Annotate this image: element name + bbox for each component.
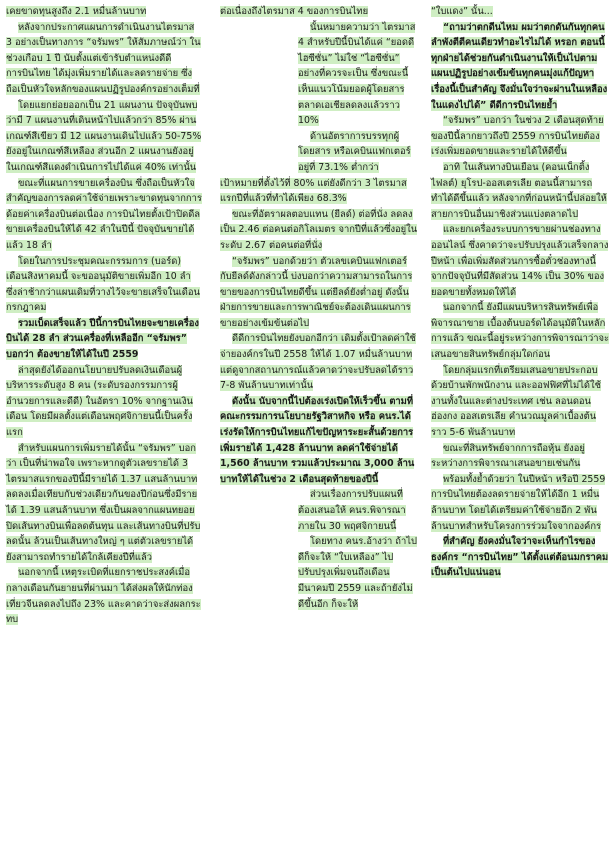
highlighted-text: หลังจากประกาศแผนการดำเนินงานไตรมาส 3 อย่างเป็นทางการ “จรัมพร” ให้สัมภาษณ์ว่า ในช่วงเกือบ 1 ปี นับตั้งแต่เข้ารับตำแหน่งดีดีการบินไทย ได้มุ่งเพิ่มรายได้และลดรายจ่าย ซึ่งถือเป็นหัวใจหลักของแผนปฏิรูปองค์กรอย่างเต็มที่ [6,21,201,95]
highlighted-text: นั้นหมายความว่า ไตรมาส 4 สำหรับปีนี้บินได้แค่ “ยอดดีไฮซีซั่น” ไม่ใช่ “ไฮซีซั่น” อย่างที่ควรจะเป็น ซึ่งขณะนี้เห็นแนวโน้มยอดผู้โดยสารตลาดเอเชียลดลงแล้วราว 10% [298,21,416,127]
highlighted-text: โดยกลุ่มแรกที่เตรียมเสนอขายประกอบด้วยบ้านพักพนักงาน และออฟฟิศที่ไม่ได้ใช้งานทั้งในและต่างประเทศ เช่น ลอนดอน ฮ่องกง ออสเตรเลีย คำนวณมูลค่าเบื้องต้นราว 5-6 พันล้านบาท [431,364,601,439]
paragraph [431,441,609,472]
highlighted-text: ดังนั้น นับจากนี้ไปต้องเร่งเปิดให้เร็วขึ้น ตามที่คณะกรรมการนโยบายรัฐวิสาหกิจ หรือ คนร.ได้เร่งรัดให้การบินไทยแก้ไขปัญหาระยะสั้นด้วยการเพิ่มรายได้ 1,428 ล้านบาท ลดค่าใช้จ่ายได้ 1,560 ล้านบาท รวมแล้วประมาณ 3,000 ล้านบาทให้ได้ในช่วง 2 เดือนสุดท้ายของปีนี้ [220,395,415,485]
highlighted-text: “จรัมพร” บอกด้วยว่า ตัวเลขเคบินแฟกเตอร์กับยีลด์ดังกล่าวนี้ บ่งบอกว่าความสามารถในการขายของการบินไทยดีขึ้น แต่ยีลด์ยังต่ำอยู่ ดังนั้นฝ่ายการขายและการพาณิชย์จะต้องเดินแผนการขายอย่างเข้มข้นต่อไป [220,255,413,329]
paragraph [6,20,202,98]
article-column-2 [220,4,418,612]
paragraph [6,565,202,627]
paragraph [431,113,609,160]
highlighted-text: “จรัมพร” บอกว่า ในช่วง 2 เดือนสุดท้ายของปีนี้ลากยาวถึงปี 2559 การบินไทยต้องเร่งเพิ่มยอดขายและรายได้ให้ดีขึ้น [431,115,604,158]
highlighted-text: ที่สำคัญ ยังคงมั่นใจว่าจะเห็นกำไรของธงค์กร “การบินไทย” ได้ตั้งแต่ต้อนมกราคมเป็นต้นไปแน่นอน [431,536,609,579]
highlighted-text: โดยแยกย่อยออกเป็น 21 แผนงาน ปัจจุบันพบว่ามี 7 แผนงานที่เดินหน้าไปแล้วกว่า 85% ผ่านเกณฑ์สีเขียว มี 12 แผนงานเดินไปแล้ว 50-75% ยังอยู่ในเกณฑ์สีเหลือง ส่วนอีก 2 แผนงานยังอยู่ในเกณฑ์สีแดงดำเนินการไปได้แค่ 40% เท่านั้น [6,99,202,173]
paragraph [298,20,418,129]
highlighted-text: เป้าหมายที่ตั้งไว้ที่ 80% แต่ยังดีกว่า 3 ไตรมาสแรกปีที่แล้วที่ทำได้เพียง 68.3% [220,177,407,205]
paragraph [298,534,418,612]
paragraph [431,300,609,362]
paragraph [6,176,202,254]
paragraph [298,129,418,176]
highlighted-text: เคยขาดทุนสูงถึง 2.1 หมื่นล้านบาท [6,6,147,17]
highlighted-text: ขณะที่สินทรัพย์จากการถือหุ้น ยังอยู่ระหว่างการพิจารณาเสนอขายเช่นกัน [431,442,585,470]
paragraph [431,472,609,534]
article-column-1 [6,4,202,628]
quote-paragraph [431,20,609,114]
paragraph [6,98,202,176]
article-column-3 [431,4,609,581]
highlighted-text: โดยในการประชุมคณะกรรมการ (บอร์ด) เดือนสิงหาคมนี้ จะขออนุมัติขายเพิ่มอีก 10 ลำ ซึ่งล่าช้ากว่าแผนเดิมที่วางไว้จะขายเสร็จในเดือนกรกฎาคม [6,255,200,314]
paragraph [220,4,418,20]
bold-paragraph [6,316,202,363]
paragraph [298,487,418,534]
paragraph [220,176,418,207]
bold-paragraph [431,534,609,581]
paragraph [431,4,609,20]
highlighted-text: โดยทาง คนร.อ้างว่า ถ้าไปดีก็จะให้ “ใบเหลือง” ไปปรับปรุงเพิ่มจนถึงเดือนมีนาคมปี 2559 และถ้ายังไม่ดีขึ้นอีก ก็จะให้ [298,536,417,610]
paragraph [220,331,418,393]
paragraph [6,363,202,441]
highlighted-text: และยกเครื่องระบบการขายผ่านช่องทางออนไลน์ ซึ่งคาดว่าจะปรับปรุงแล้วเสร็จกลางปีหน้า เพื่อเพิ่มสัดส่วนการซื้อตั๋วช่องทางนี้ จากปัจจุบันที่มีสัดส่วน 14% เป็น 30% ของยอดขายทั้งหมดให้ได้ [431,224,609,298]
highlighted-text: ขณะที่อัตราผลตอบแทน (ยีลด์) ต่อที่นั่ง ลดลงเป็น 2.46 ต่อคนต่อกิโลเมตร จากปีที่แล้วซึ่งอยู่ในระดับ 2.67 ต่อคนต่อที่นั่ง [220,208,418,251]
paragraph [220,207,418,254]
highlighted-text: ขณะที่แผนการขายเครื่องบิน ซึ่งถือเป็นหัวใจสำคัญของการลดค่าใช้จ่ายเพราะขาดทุนจากการด้อยค่าเครื่องบินต่อเนื่อง การบินไทยตั้งเป้าปิดดีลขายเครื่องบินให้ได้ 42 ลำในปีนี้ ปัจจุบันขายได้แล้ว 18 ลำ [6,177,202,251]
highlighted-text: “ถามว่าตกดีนไหม ผมว่าตกดันกันทุกคน ลำพังตีตีคนเดียวทำอะไรไม่ได้ หรอก ตอนนี้ทุกฝ่ายได้ช่วยกันดำเนินงานให้เป็นไปตามแผนปฏิรูปอย่างเข้มข้นทุกคนมุ่งแก้ปัญหาเรื่องนี้เป็นสำคัญ จึงมั่นใจว่าจะผ่านในเหลืองในแดงไปได้” ดีดีการบินไทยย้ำ [431,21,608,111]
paragraph [6,441,202,566]
paragraph [431,222,609,300]
highlighted-text: ด้านอัตราการบรรทุกผู้โดยสาร หรือเคบินแฟกเตอร์อยู่ที่ 73.1% ต่ำกว่า [298,130,411,173]
highlighted-text: สำหรับแผนการเพิ่มรายได้นั้น “จรัมพร” บอกว่า เป็นที่น่าพอใจ เพราะหากดูตัวเลขรายได้ 3 ไตรมาสแรกของปีนี้มีรายได้ 1.37 แสนล้านบาท ลดลงเมื่อเทียบกับช่วงเดียวกันของปีก่อนซึ่งมีรายได้ 1.39 แสนล้านบาท ซึ่งเป็นผลจากแผนทยอยปิดเส้นทางบินเพื่อลดต้นทุน และเส้นทางบินที่ปรับลดนั้น ล้วนเป็นเส้นทางใหญ่ ๆ แต่ตัวเลขรายได้ยังสามารถทำรายได้ใกล้เคียงปีที่แล้ว [6,442,201,563]
paragraph [6,254,202,316]
bold-paragraph [220,394,418,488]
highlighted-text: ล่าสุดยังได้ออกนโยบายปรับลดเงินเดือนผู้บริหารระดับสูง 8 คน (ระดับรองกรรมการผู้อำนวยการและดีดี) ในอัตรา 10% จากฐานเงินเดือน โดยมีผลตั้งแต่เดือนพฤศจิกายนนี้เป็นครั้งแรก [6,364,193,439]
highlighted-text: ส่วนเรื่องการปรับแผนที่ต้องเสนอให้ คนร.พิจารณาภายใน 30 พฤศจิกายนนี้ [298,489,406,532]
highlighted-text: รวมเบ็ดเสร็จแล้ว ปีนี้การบินไทยจะขายเครื่องบินได้ 28 ลำ ส่วนเครื่องที่เหลืออีก “จรัมพร” บอกว่า ต้องขายให้ได้ในปี 2559 [6,317,199,361]
paragraph [220,254,418,332]
highlighted-text: “ใบแดง” นั้น... [431,6,493,17]
highlighted-text: ต่อเนื่องถึงไตรมาส 4 ของการบินไทย [220,6,369,17]
paragraph [431,160,609,222]
highlighted-text: อาทิ ในเส้นทางบินเยือน (คอนเน็กติ้งไฟลต์) ยุโรป-ออสเตรเลีย ตอนนี้สามารถทำได้ดีขึ้นแล้ว หลังจากที่ก่อนหน้านี้ปล่อยให้สายการบินอื่นมาชิงส่วนแบ่งตลาดไป [431,161,607,220]
highlighted-text: นอกจากนี้ ยังมีแผนบริหารสินทรัพย์เพื่อพิจารณาขาย เบื้องต้นบอร์ดได้อนุมัติในหลักการแล้ว ขณะนี้อยู่ระหว่างการพิจารณาว่าจะเสนอขายสินทรัพย์กลุ่มใดก่อน [431,302,610,361]
paragraph [6,4,202,20]
highlighted-text: พร้อมทั้งย้ำด้วยว่า ในปีหน้า หรือปี 2559 การบินไทยต้องลดรายจ่ายให้ได้อีก 1 หมื่นล้านบาท โดยได้เตรียมค่าใช้จ่ายอีก 2 พันล้านบาทสำหรับโครงการร่วมใจจากองค์กร [431,473,606,532]
paragraph [431,363,609,441]
highlighted-text: นอกจากนี้ เหตุระเบิดที่แยกราชประสงค์เมื่อกลางเดือนกันยายนที่ผ่านมา ได้ส่งผลให้นักท่องเที่ยวจีนลดลงไปถึง 23% และคาดว่าจะส่งผลกระทบ [6,567,201,626]
highlighted-text: ดีดีการบินไทยยังบอกอีกว่า เดิมตั้งเป้าลดค่าใช้จ่ายองค์กรในปี 2558 ให้ได้ 1.07 หมื่นล้านบาท แต่ดูจากสถานการณ์แล้วคาดว่าจะปรับลดได้ราว 7-8 พันล้านบาทเท่านั้น [220,333,416,392]
